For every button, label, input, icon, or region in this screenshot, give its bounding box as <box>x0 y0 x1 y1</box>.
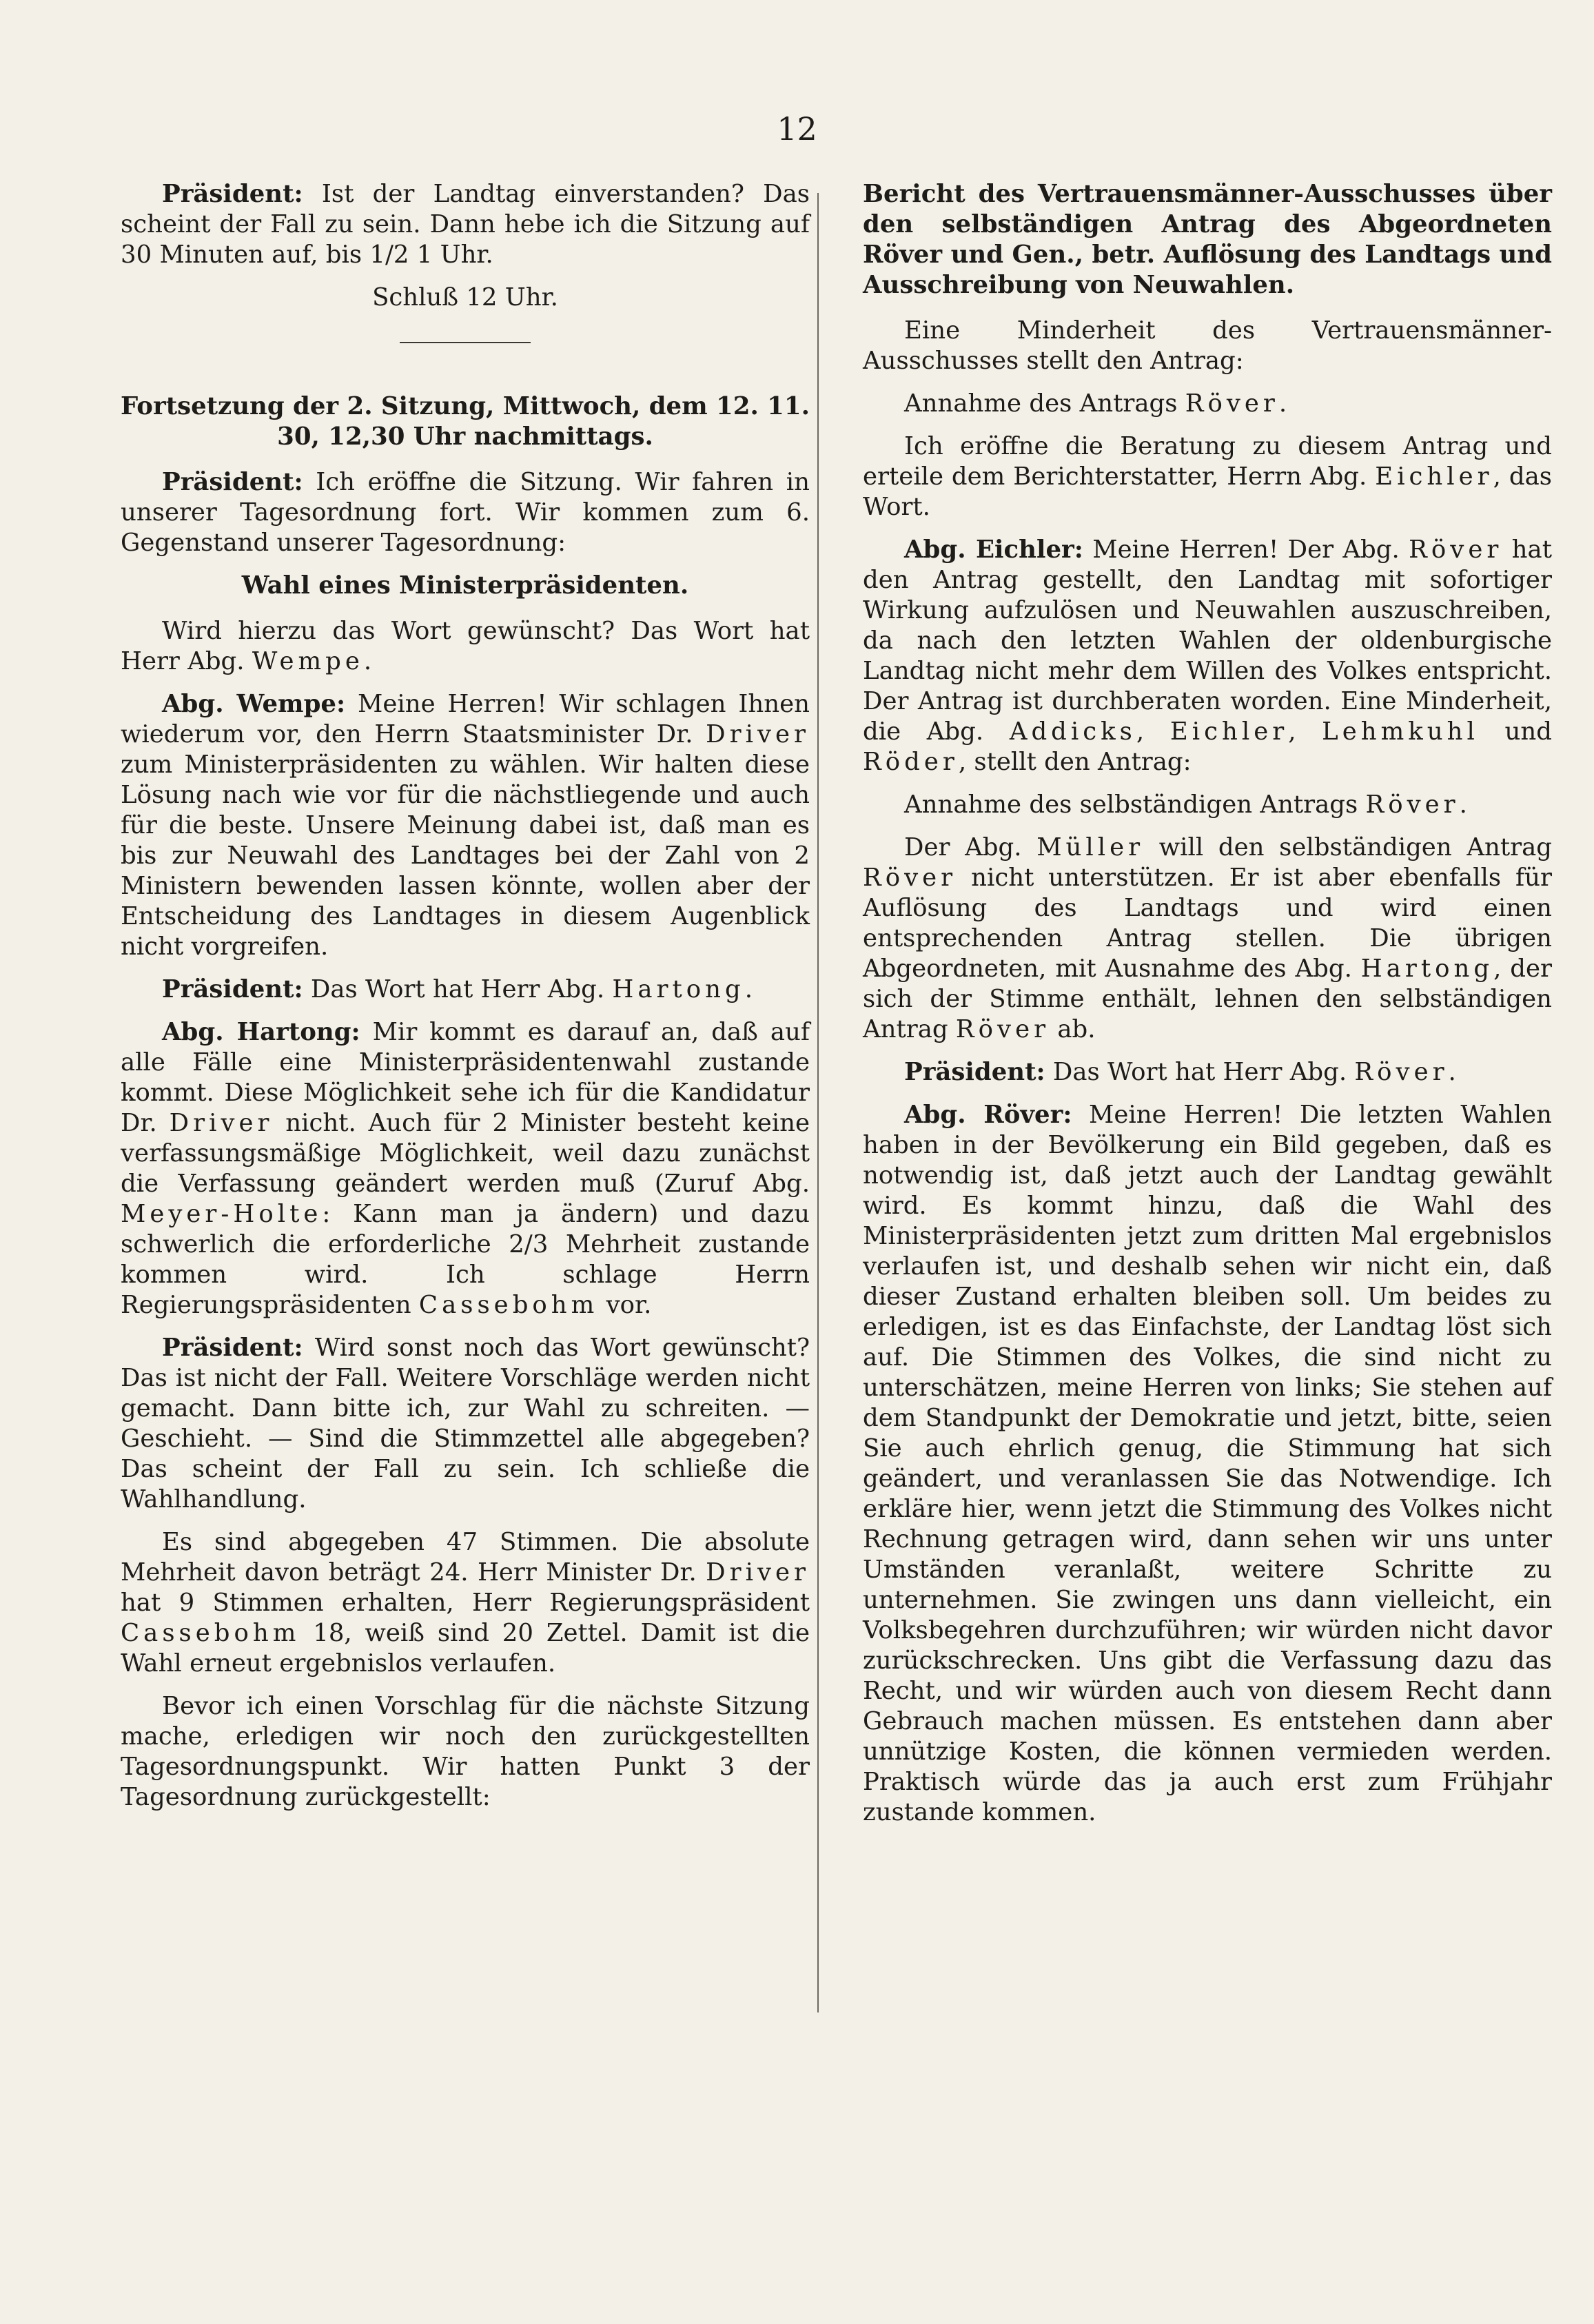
speaker-label: Abg. Eichler: <box>904 536 1083 564</box>
person-name: Driver <box>706 1558 810 1587</box>
paragraph-text: nicht. Auch für 2 Minister besteht keine verfassungsmäßige Möglichkeit, weil dazu zunächst die Verfassung geändert werden muß (Zuruf Abg. <box>121 1109 810 1198</box>
speaker-label: Präsident: <box>162 1334 303 1362</box>
paragraph <box>121 467 810 558</box>
paragraph-text: hat 9 Stimmen erhalten, Herr Regierungspräsident <box>121 1589 810 1617</box>
paragraph-text: Wird sonst noch das Wort gewünscht? Das ist nicht der Fall. Weitere Vorschläge werden nicht gemacht. Dann bitte ich, zur Wahl zu schreiten. — Geschieht. — Sind die Stimmzettel alle abgegeben? Das scheint der Fall zu sein. Ich schließe die Wahlhandlung. <box>121 1334 810 1513</box>
paragraph-text: Meine Herren! Wir schlagen Ihnen wiederum vor, den Herrn Staatsminister Dr. <box>121 690 810 748</box>
paragraph-text: , das Wort. <box>863 462 1552 521</box>
paragraph <box>863 535 1552 777</box>
paragraph <box>121 179 810 270</box>
paragraph-text: , der sich der Stimme enthält, lehnen den selbständigen Antrag <box>863 955 1552 1043</box>
paragraph-text: Ist der Landtag einverstanden? Das scheint der Fall zu sein. Dann hebe ich die Sitzung auf 30 Minuten auf, bis 1/2 1 Uhr. <box>121 180 810 269</box>
paragraph-text: Der Abg. <box>904 833 1037 862</box>
paragraph-text: Annahme des Antrags <box>904 389 1185 418</box>
person-name: Lehmkuhl <box>1322 717 1479 746</box>
paragraph-text: will den selbständigen Antrag <box>1144 833 1552 862</box>
paragraph-text: . <box>1278 389 1287 418</box>
paragraph: Eine Minderheit des Vertrauensmänner-Ausschusses stellt den Antrag: <box>863 316 1552 375</box>
paragraph <box>121 1527 810 1679</box>
paragraph-text: . <box>744 975 753 1003</box>
person-name: Wempe <box>252 647 364 675</box>
speaker-label: Abg. Hartong: <box>162 1018 360 1046</box>
speaker-label: Präsident: <box>162 180 303 208</box>
section-rule <box>400 342 531 343</box>
person-name: Müller <box>1036 833 1145 862</box>
page-number: 12 <box>777 110 817 147</box>
paragraph-text: hat den Antrag gestellt, den Landtag mit sofortiger Wirkung aufzulösen und Neuwahlen auszuschreiben, da nach den letzten Wahlen der oldenburgische Landtag nicht mehr dem Willen des Volkes entspricht. Der Antrag ist durchberaten worden. Eine Minderheit, die Abg. <box>863 536 1552 746</box>
paragraph <box>121 689 810 962</box>
right-column <box>863 179 1552 1840</box>
person-name: Röver <box>1185 389 1279 418</box>
paragraph <box>121 616 810 677</box>
session-end-note: Schluß 12 Uhr. <box>372 283 558 312</box>
motion-text <box>863 389 1552 419</box>
motion-text <box>863 790 1552 820</box>
paragraph-text: Wird hierzu das Wort gewünscht? Das Wort hat Herr Abg. <box>121 617 810 675</box>
speaker-label: Abg. Wempe: <box>162 690 346 718</box>
paragraph-text: , <box>1288 717 1322 746</box>
person-name: Röder <box>863 748 959 776</box>
person-name: Cassebohm <box>121 1619 300 1647</box>
person-name: Driver <box>706 720 810 748</box>
person-name: Driver <box>169 1109 274 1137</box>
paragraph-text: Das Wort hat Herr Abg. <box>303 975 613 1003</box>
person-name: Addicks <box>1009 717 1136 746</box>
paragraph <box>863 1100 1552 1828</box>
person-name: Röver <box>1354 1058 1449 1086</box>
speaker-label: Präsident: <box>162 468 303 496</box>
left-column <box>121 179 810 1825</box>
paragraph <box>863 833 1552 1045</box>
paragraph-text: zum Ministerpräsidenten zu wählen. Wir halten diese Lösung nach wie vor für die nächstliegende und auch für die beste. Unsere Meinung dabei ist, daß man es bis zur Neuwahl des Landtages bei der Zahl von 2 Ministern bewenden lassen könnte, wollen aber der Entscheidung des Landtages in diesem Augenblick nicht vorgreifen. <box>121 751 810 961</box>
person-name: Cassebohm <box>418 1291 599 1319</box>
paragraph-text: Annahme des selbständigen Antrags <box>904 791 1366 819</box>
speaker-label: Präsident: <box>904 1058 1045 1086</box>
section-heading: Fortsetzung der 2. Sitzung, Mittwoch, dem 12. 11. 30, 12,30 Uhr nachmittags. <box>121 392 810 451</box>
speaker-label: Präsident: <box>162 975 303 1003</box>
person-name: Röver <box>1409 536 1503 564</box>
paragraph-text: , <box>1136 717 1170 746</box>
paragraph-text: Mir kommt es darauf an, daß auf alle Fälle eine Ministerpräsidentenwahl zustande kommt. Diese Möglichkeit sehe ich für die Kandidatur Dr. <box>121 1018 810 1137</box>
paragraph <box>121 1333 810 1515</box>
person-name: Eichler <box>1169 717 1289 746</box>
person-name: Röver <box>863 864 957 892</box>
agenda-heading: Wahl eines Ministerpräsidenten. <box>241 571 689 600</box>
paragraph-text: . <box>363 647 372 675</box>
paragraph-text: Es sind abgegeben 47 Stimmen. Die absolute Mehrheit davon beträgt 24. Herr Minister Dr. <box>121 1528 810 1587</box>
person-name: Hartong <box>1360 955 1494 983</box>
paragraph-text: vor. <box>598 1291 652 1319</box>
person-name: Röver <box>955 1015 1050 1043</box>
paragraph-text: : Kann man ja ändern) und dazu schwerlich die erforderliche 2/3 Mehrheit zustande kommen wird. Ich schlage Herrn Regierungspräsidenten <box>121 1200 810 1319</box>
paragraph-text: und <box>1478 717 1552 746</box>
paragraph-text: Ich eröffne die Beratung zu diesem Antrag und erteile dem Berichterstatter, Herrn Abg. <box>863 432 1552 491</box>
paragraph-text: . <box>1459 791 1467 819</box>
paragraph-text: Ich eröffne die Sitzung. Wir fahren in unserer Tagesordnung fort. Wir kommen zum 6. Gegenstand unserer Tagesordnung: <box>121 468 810 557</box>
paragraph <box>863 431 1552 522</box>
paragraph-text: nicht unterstützen. Er ist aber ebenfalls für Auflösung des Landtags und wird einen entsprechenden Antrag stellen. Die übrigen Abgeordneten, mit Ausnahme des Abg. <box>863 864 1552 983</box>
paragraph-text: Meine Herren! Der Abg. <box>1083 536 1409 564</box>
speaker-label: Abg. Röver: <box>904 1101 1072 1129</box>
person-name: Meyer-Holte <box>121 1200 323 1228</box>
person-name: Röver <box>1365 791 1460 819</box>
paragraph <box>863 1057 1552 1088</box>
person-name: Hartong <box>612 975 745 1003</box>
paragraph-text: 18, weiß sind 20 Zettel. Damit ist die Wahl erneut ergebnislos verlaufen. <box>121 1619 810 1678</box>
paragraph: Bevor ich einen Vorschlag für die nächste Sitzung mache, erledigen wir noch den zurückgestellten Tagesordnungspunkt. Wir hatten Punkt 3 der Tagesordnung zurückgestellt: <box>121 1692 810 1811</box>
person-name: Eichler <box>1375 462 1493 491</box>
paragraph-text: ab. <box>1050 1015 1096 1043</box>
paragraph-text: Meine Herren! Die letzten Wahlen haben in der Bevölkerung ein Bild gegeben, daß es notwendig ist, daß jetzt auch der Landtag gewählt wird. Es kommt hinzu, daß die Wahl des Ministerpräsidenten jetzt zum dritten Mal ergebnislos verlaufen ist, und deshalb sehen wir nicht ein, daß dieser Zustand erhalten bleiben soll. Um beides zu erledigen, ist es das Einfachste, der Landtag löst sich auf. Die Stimmen des Volkes, die sind nicht zu unterschätzen, meine Herren von links; Sie stehen auf dem Standpunkt der Demokratie und jetzt, bitte, seien Sie auch ehrlich genug, die Stimmung hat sich geändert, und veranlassen Sie das Notwendige. Ich erkläre hier, wenn jetzt die Stimmung des Volkes nicht Rechnung getragen wird, dann sehen wir uns unter Umständen veranlaßt, weitere Schritte zu unternehmen. Sie zwingen uns dann vielleicht, ein Volksbegehren durchzuführen; wir würden nicht davor zurückschrecken. Uns gibt die Verfassung dazu das Recht, und wir würden auch von diesem Recht dann Gebrauch machen müssen. Es entstehen dann aber unnützige Kosten, die können vermieden werden. Praktisch würde das ja auch erst zum Frühjahr zustande kommen. <box>863 1101 1552 1826</box>
column-divider <box>817 193 819 2012</box>
paragraph-text: . <box>1448 1058 1456 1086</box>
paragraph <box>121 1017 810 1321</box>
section-heading: Bericht des Vertrauensmänner-Ausschusses über den selbständigen Antrag des Abgeordneten Röver und Gen., betr. Auflösung des Landtags und Ausschreibung von Neuwahlen. <box>863 180 1552 299</box>
paragraph <box>121 975 810 1005</box>
paragraph-text: , stellt den Antrag: <box>958 748 1192 776</box>
paragraph-text: Das Wort hat Herr Abg. <box>1045 1058 1355 1086</box>
